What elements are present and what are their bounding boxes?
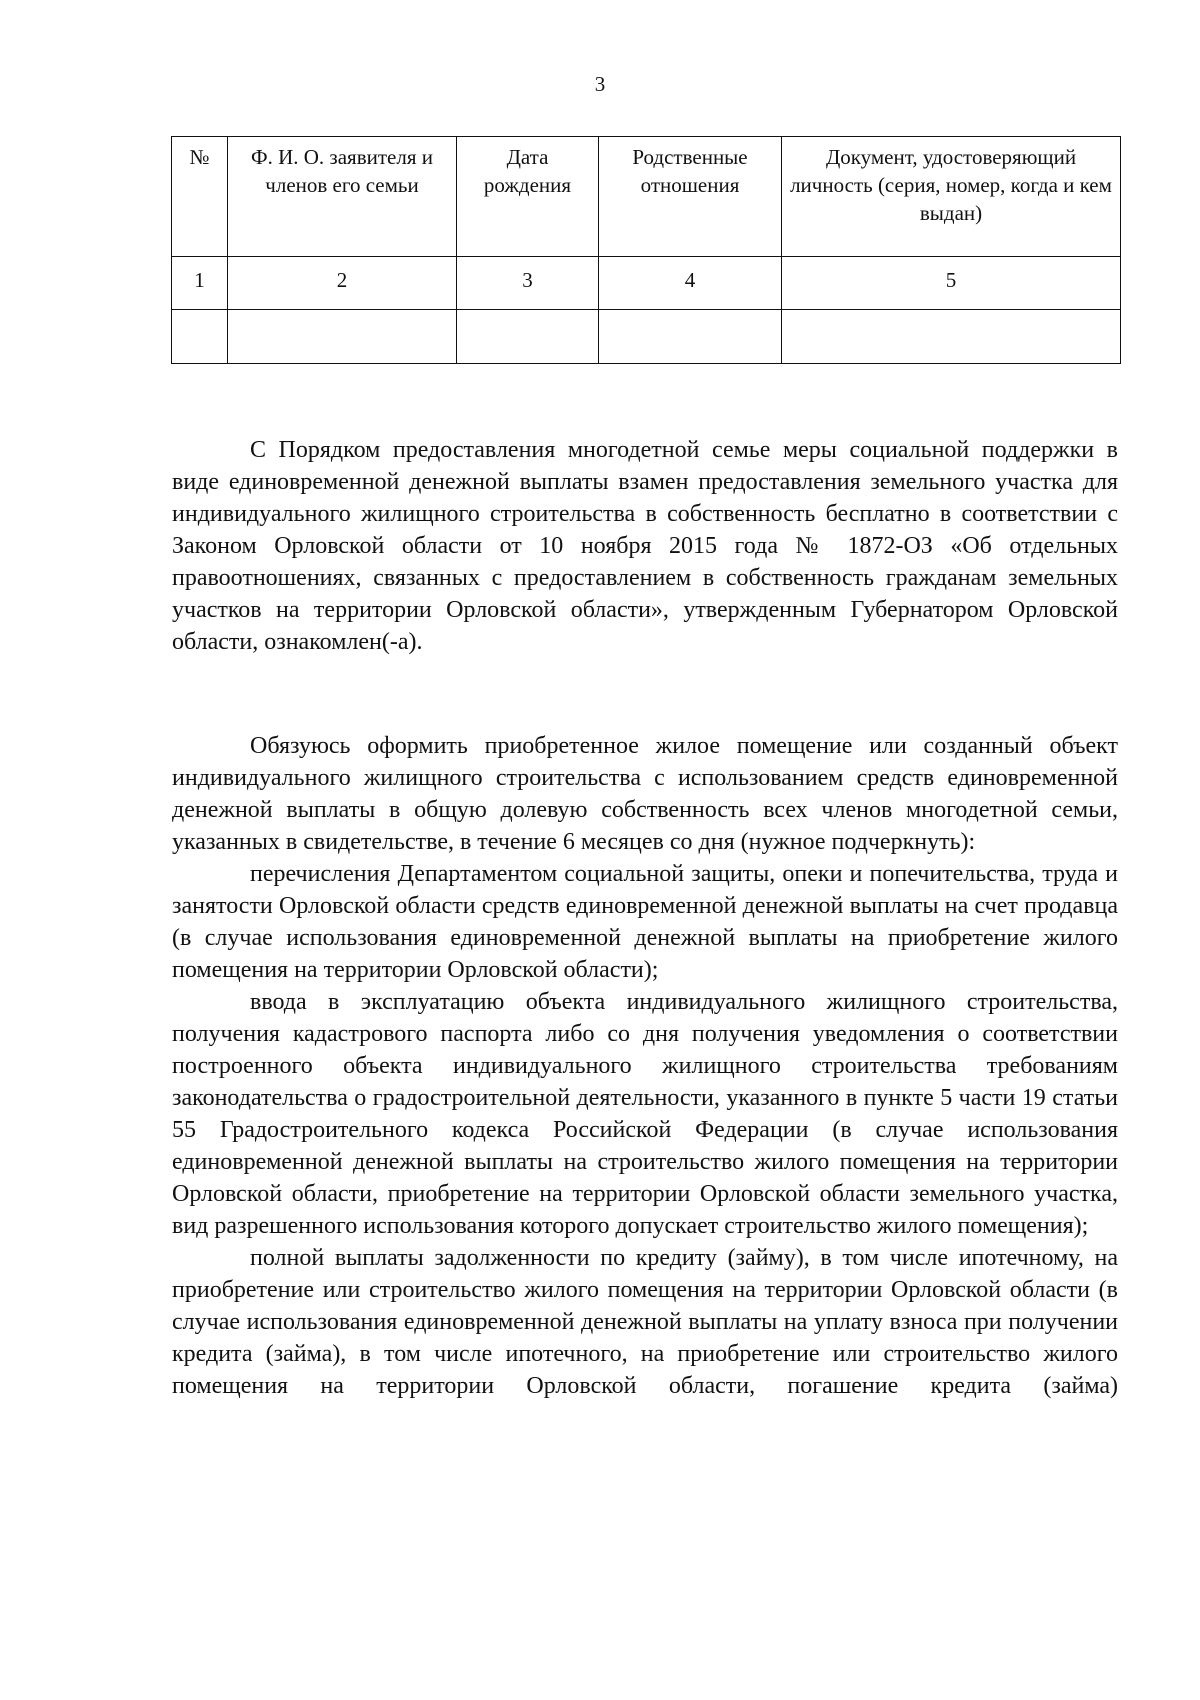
option-loan-paragraph: полной выплаты задолженности по кредиту (займу), в том числе ипотечному, на приобретение или строительство жилого помещения на территории Орловской области (в случае использования единовременной денежной выплаты на уплату взноса при получении кредита (займа), в том числе ипотечного, на приобретение или строительство жилого помещения на территории Орловской области, погашение кредита (займа) xyxy=(172,1245,1118,1399)
empty-cell[interactable] xyxy=(782,310,1121,364)
page-number: 3 xyxy=(594,72,606,96)
empty-cell[interactable] xyxy=(228,310,457,364)
acknowledgement-section xyxy=(172,434,1118,658)
header-identity-document: Документ, удостоверяющий личность (серия, номер, когда и кем выдан) xyxy=(782,137,1121,257)
option-transfer-paragraph: перечисления Департаментом социальной защиты, опеки и попечительства, труда и занятости Орловской области средств единовременной денежной выплаты на счет продавца (в случае использования единовременной денежной выплаты на приобретение жилого помещения на территории Орловской области); xyxy=(172,861,1118,983)
header-number: № xyxy=(172,137,228,257)
header-birth-date: Дата рождения xyxy=(457,137,599,257)
table-header-row xyxy=(172,137,1121,257)
column-numbers-row xyxy=(172,257,1121,310)
column-number-cell: 1 xyxy=(172,257,228,310)
empty-cell[interactable] xyxy=(599,310,782,364)
column-number-cell: 5 xyxy=(782,257,1121,310)
header-relationship: Родственные отношения xyxy=(599,137,782,257)
column-number-cell: 2 xyxy=(228,257,457,310)
empty-table-row xyxy=(172,310,1121,364)
obligation-intro-paragraph: Обязуюсь оформить приобретенное жилое помещение или созданный объект индивидуального жилищного строительства с использованием средств единовременной денежной выплаты в общую долевую собственность всех членов многодетной семьи, указанных в свидетельстве, в течение 6 месяцев со дня (нужное подчеркнуть): xyxy=(172,733,1118,855)
column-number-cell: 3 xyxy=(457,257,599,310)
acknowledgement-paragraph: С Порядком предоставления многодетной семье меры социальной поддержки в виде единовременной денежной выплаты взамен предоставления земельного участка для индивидуального жилищного строительства в собственность бесплатно в соответствии с Законом Орловской области от 10 ноября 2015 года № 1872-ОЗ «Об отдельных правоотношениях, связанных с предоставлением в собственность гражданам земельных участков на территории Орловской области», утвержденным Губернатором Орловской области, ознакомлен(-а). xyxy=(172,437,1118,655)
header-full-name: Ф. И. О. заявителя и членов его семьи xyxy=(228,137,457,257)
column-number-cell: 4 xyxy=(599,257,782,310)
family-members-table xyxy=(171,136,1121,364)
empty-cell[interactable] xyxy=(457,310,599,364)
empty-cell[interactable] xyxy=(172,310,228,364)
obligation-section xyxy=(172,730,1118,1402)
option-construction-paragraph: ввода в эксплуатацию объекта индивидуального жилищного строительства, получения кадастрового паспорта либо со дня получения уведомления о соответствии построенного объекта индивидуального жилищного строительства требованиям законодательства о градостроительной деятельности, указанного в пункте 5 части 19 статьи 55 Градостроительного кодекса Российской Федерации (в случае использования единовременной денежной выплаты на строительство жилого помещения на территории Орловской области, приобретение на территории Орловской области земельного участка, вид разрешенного использования которого допускает строительство жилого помещения); xyxy=(172,989,1118,1239)
